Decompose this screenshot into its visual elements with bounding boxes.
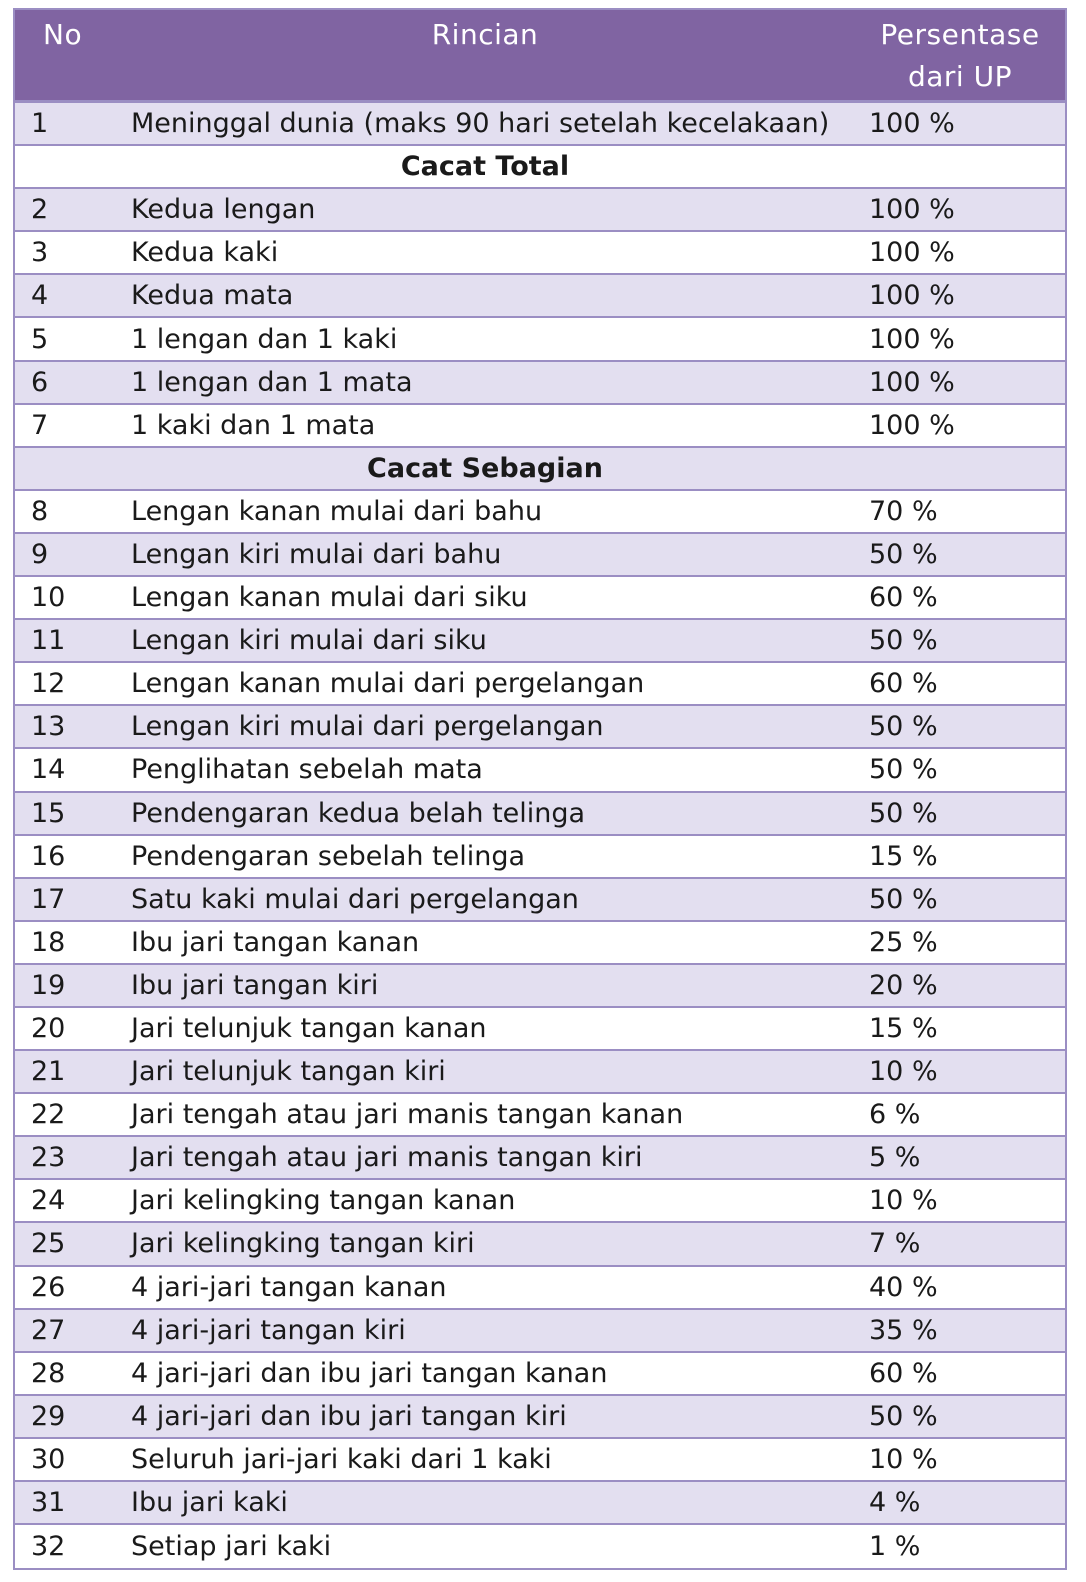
table-row <box>15 1223 1065 1266</box>
row-no: 12 <box>31 668 66 700</box>
row-persentase: 50 % <box>869 538 938 570</box>
row-persentase: 100 % <box>869 323 955 355</box>
table-row <box>15 749 1065 792</box>
row-no: 26 <box>31 1271 66 1303</box>
row-persentase: 7 % <box>869 1228 921 1260</box>
header-persentase <box>855 2 1065 100</box>
row-no: 6 <box>31 366 49 398</box>
table-row <box>15 706 1065 749</box>
row-no: 23 <box>31 1142 66 1174</box>
table-row <box>15 1094 1065 1137</box>
row-no: 14 <box>31 754 66 786</box>
row-no: 9 <box>31 538 49 570</box>
row-persentase: 35 % <box>869 1314 938 1346</box>
row-no: 19 <box>31 969 66 1001</box>
table-row <box>15 318 1065 361</box>
row-no: 16 <box>31 840 66 872</box>
row-rincian: Lengan kiri mulai dari bahu <box>131 538 502 570</box>
table-row <box>15 663 1065 706</box>
table-body <box>15 103 1065 1568</box>
header-persentase-line1: Persentase <box>880 18 1040 51</box>
row-persentase: 50 % <box>869 754 938 786</box>
row-rincian: Lengan kanan mulai dari pergelangan <box>131 668 645 700</box>
table-row <box>15 1008 1065 1051</box>
row-no: 8 <box>31 495 49 527</box>
table-row <box>15 793 1065 836</box>
row-persentase: 70 % <box>869 495 938 527</box>
row-persentase: 50 % <box>869 711 938 743</box>
row-rincian: 1 lengan dan 1 mata <box>131 366 413 398</box>
section-heading: Cacat Sebagian <box>15 448 1065 491</box>
table-row <box>15 922 1065 965</box>
row-persentase: 50 % <box>869 797 938 829</box>
row-rincian: Setiap jari kaki <box>131 1531 332 1563</box>
row-persentase: 25 % <box>869 926 938 958</box>
table-row <box>15 965 1065 1008</box>
row-persentase: 15 % <box>869 840 938 872</box>
row-rincian: Ibu jari kaki <box>131 1487 288 1519</box>
row-persentase: 60 % <box>869 668 938 700</box>
row-no: 30 <box>31 1443 66 1475</box>
row-no: 5 <box>31 323 49 355</box>
table-row <box>15 620 1065 663</box>
row-rincian: Lengan kiri mulai dari siku <box>131 625 487 657</box>
row-no: 7 <box>31 409 49 441</box>
row-persentase: 10 % <box>869 1056 938 1088</box>
table-row <box>15 103 1065 146</box>
row-rincian: Kedua lengan <box>131 194 316 226</box>
row-no: 22 <box>31 1099 66 1131</box>
row-rincian: 1 kaki dan 1 mata <box>131 409 376 441</box>
row-persentase: 100 % <box>869 366 955 398</box>
row-persentase: 50 % <box>869 1400 938 1432</box>
header-persentase-line2: dari UP <box>907 60 1012 93</box>
row-rincian: Pendengaran sebelah telinga <box>131 840 526 872</box>
table-row <box>15 1137 1065 1180</box>
row-no: 17 <box>31 883 66 915</box>
row-persentase: 5 % <box>869 1142 921 1174</box>
table-row <box>15 1180 1065 1223</box>
row-rincian: Ibu jari tangan kanan <box>131 926 420 958</box>
row-rincian: Jari telunjuk tangan kanan <box>131 1013 487 1045</box>
table-header <box>15 10 1065 103</box>
row-rincian: Kedua kaki <box>131 237 279 269</box>
row-rincian: Jari tengah atau jari manis tangan kiri <box>131 1142 643 1174</box>
row-rincian: Ibu jari tangan kiri <box>131 969 379 1001</box>
row-persentase: 10 % <box>869 1443 938 1475</box>
benefit-table <box>13 8 1067 1570</box>
table-row <box>15 232 1065 275</box>
row-no: 3 <box>31 237 49 269</box>
row-no: 31 <box>31 1487 66 1519</box>
row-rincian: 1 lengan dan 1 kaki <box>131 323 398 355</box>
row-no: 18 <box>31 926 66 958</box>
row-persentase: 4 % <box>869 1487 921 1519</box>
table-row <box>15 1310 1065 1353</box>
header-no: No <box>43 18 83 51</box>
row-no: 32 <box>31 1531 66 1563</box>
row-rincian: Jari kelingking tangan kanan <box>131 1185 516 1217</box>
row-no: 29 <box>31 1400 66 1432</box>
table-row <box>15 275 1065 318</box>
row-no: 13 <box>31 711 66 743</box>
row-no: 2 <box>31 194 49 226</box>
row-persentase: 100 % <box>869 108 955 140</box>
table-row <box>15 1267 1065 1310</box>
row-rincian: Pendengaran kedua belah telinga <box>131 797 586 829</box>
row-rincian: Seluruh jari-jari kaki dari 1 kaki <box>131 1443 552 1475</box>
row-persentase: 20 % <box>869 969 938 1001</box>
row-rincian: Kedua mata <box>131 280 294 312</box>
table-row <box>15 879 1065 922</box>
table-row <box>15 189 1065 232</box>
row-no: 27 <box>31 1314 66 1346</box>
row-rincian: 4 jari-jari dan ibu jari tangan kiri <box>131 1400 567 1432</box>
row-persentase: 10 % <box>869 1185 938 1217</box>
row-rincian: Lengan kiri mulai dari pergelangan <box>131 711 604 743</box>
row-rincian: Lengan kanan mulai dari siku <box>131 582 528 614</box>
row-rincian: Meninggal dunia (maks 90 hari setelah kecelakaan) <box>131 108 830 140</box>
header-rincian: Rincian <box>431 18 539 51</box>
row-rincian: Penglihatan sebelah mata <box>131 754 483 786</box>
row-persentase: 6 % <box>869 1099 921 1131</box>
table-row <box>15 836 1065 879</box>
row-rincian: Jari tengah atau jari manis tangan kanan <box>131 1099 684 1131</box>
section-heading: Cacat Total <box>15 146 1065 189</box>
row-persentase: 50 % <box>869 883 938 915</box>
table-row <box>15 362 1065 405</box>
row-persentase: 60 % <box>869 1357 938 1389</box>
table-row <box>15 1482 1065 1525</box>
row-persentase: 1 % <box>869 1531 921 1563</box>
row-no: 25 <box>31 1228 66 1260</box>
row-no: 28 <box>31 1357 66 1389</box>
row-persentase: 100 % <box>869 280 955 312</box>
row-persentase: 100 % <box>869 409 955 441</box>
table-row <box>15 491 1065 534</box>
row-rincian: Jari kelingking tangan kiri <box>131 1228 475 1260</box>
table-row <box>15 1525 1065 1568</box>
table-row <box>15 534 1065 577</box>
table-row <box>15 405 1065 448</box>
table-row <box>15 1439 1065 1482</box>
row-persentase: 40 % <box>869 1271 938 1303</box>
table-row <box>15 1051 1065 1094</box>
row-rincian: 4 jari-jari dan ibu jari tangan kanan <box>131 1357 608 1389</box>
table-row <box>15 577 1065 620</box>
row-persentase: 50 % <box>869 625 938 657</box>
row-no: 20 <box>31 1013 66 1045</box>
row-persentase: 15 % <box>869 1013 938 1045</box>
row-persentase: 60 % <box>869 582 938 614</box>
row-persentase: 100 % <box>869 194 955 226</box>
row-no: 4 <box>31 280 49 312</box>
row-no: 15 <box>31 797 66 829</box>
row-no: 1 <box>31 108 49 140</box>
row-no: 21 <box>31 1056 66 1088</box>
row-persentase: 100 % <box>869 237 955 269</box>
row-no: 24 <box>31 1185 66 1217</box>
row-rincian: Jari telunjuk tangan kiri <box>131 1056 446 1088</box>
table-row <box>15 1396 1065 1439</box>
row-no: 10 <box>31 582 66 614</box>
row-no: 11 <box>31 625 66 657</box>
row-rincian: 4 jari-jari tangan kiri <box>131 1314 406 1346</box>
row-rincian: 4 jari-jari tangan kanan <box>131 1271 447 1303</box>
table-row <box>15 1353 1065 1396</box>
row-rincian: Lengan kanan mulai dari bahu <box>131 495 543 527</box>
row-rincian: Satu kaki mulai dari pergelangan <box>131 883 579 915</box>
